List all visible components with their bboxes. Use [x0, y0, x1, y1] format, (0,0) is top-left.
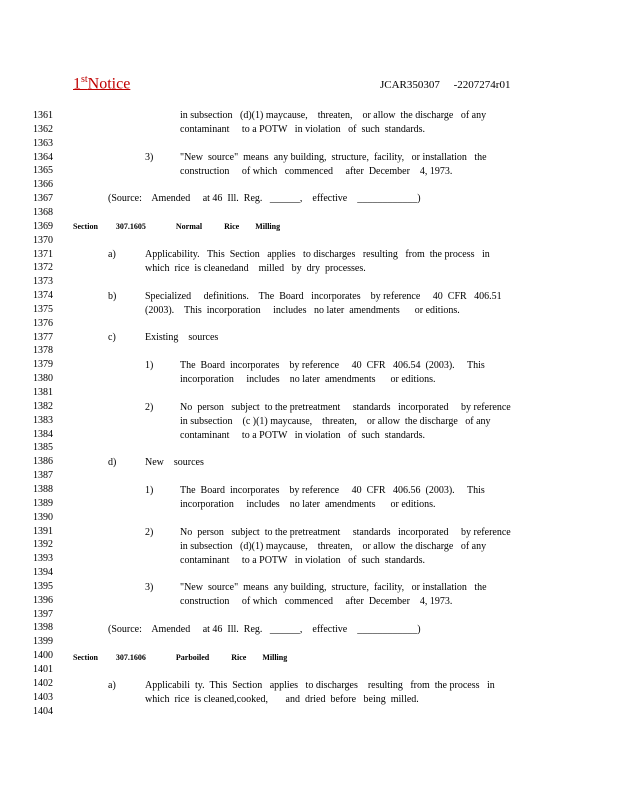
item-label: 1) — [145, 360, 154, 371]
line-number: 1381 — [33, 387, 53, 398]
item-label: 1) — [145, 485, 154, 496]
line-number: 1370 — [33, 234, 53, 246]
line-number: 1399 — [33, 636, 53, 648]
item-label: 2) — [145, 527, 154, 538]
line-number: 1375 — [33, 303, 53, 315]
line-number: 1377 — [33, 331, 53, 343]
item-label: a) — [108, 249, 116, 260]
paragraph-line: (2003). This incorporation includes no later amendments or editions. — [145, 305, 460, 316]
line-number: 1389 — [33, 497, 53, 509]
line-number: 1390 — [33, 511, 53, 523]
line-number: 1372 — [33, 262, 53, 274]
line-number: 1364 — [33, 151, 53, 163]
line-number: 1384 — [33, 428, 53, 440]
item-label: 3) — [145, 152, 154, 163]
item-label: b) — [108, 291, 117, 302]
line-number: 1388 — [33, 483, 53, 495]
notice-label: 1stNotice — [73, 74, 131, 93]
source-note: (Source: Amended at 46 Ill. Reg. ______, effective ____________) — [108, 193, 421, 204]
source-note: (Source: Amended at 46 Ill. Reg. ______, effective ____________) — [108, 624, 421, 635]
line-number: 1385 — [33, 442, 53, 454]
paragraph-line: "New source" means any building, structure, facility, or installation the — [180, 152, 487, 163]
line-number: 1362 — [33, 123, 53, 135]
line-number: 1376 — [33, 317, 53, 329]
paragraph-line: which rice is cleaned,cooked, and dried before being milled. — [145, 694, 419, 705]
paragraph-line: No person subject to the pretreatment standards incorporated by reference — [180, 527, 511, 538]
item-label: c) — [108, 332, 116, 343]
subheading: Existing sources — [145, 332, 219, 343]
line-number: 1369 — [33, 220, 53, 232]
item-label: d) — [108, 457, 117, 468]
line-number: 1400 — [33, 650, 53, 662]
line-number: 1383 — [33, 414, 53, 426]
paragraph-line: contaminant to a POTW in violation of such standards. — [180, 430, 426, 441]
line-number: 1387 — [33, 470, 53, 482]
line-number: 1373 — [33, 276, 53, 288]
line-number: 1378 — [33, 345, 53, 357]
paragraph-line: "New source" means any building, structure, facility, or installation the — [180, 582, 487, 593]
subheading: New sources — [145, 457, 204, 468]
section-heading: Section 307.1605 Normal Rice Milling — [73, 222, 281, 231]
line-number: 1398 — [33, 622, 53, 634]
paragraph-line: No person subject to the pretreatment standards incorporated by reference — [180, 402, 511, 413]
line-number: 1380 — [33, 373, 53, 385]
line-number: 1394 — [33, 567, 53, 579]
line-number: 1363 — [33, 137, 53, 149]
line-number: 1396 — [33, 594, 53, 606]
line-number: 1386 — [33, 456, 53, 468]
item-label: a) — [108, 680, 116, 691]
line-number: 1395 — [33, 580, 53, 592]
paragraph-line: The Board incorporates by reference 40 CFR 406.54 (2003). This — [180, 360, 485, 371]
paragraph-line: contaminant to a POTW in violation of such standards. — [180, 124, 426, 135]
paragraph-line: Specialized definitions. The Board incorporates by reference 40 CFR 406.51 — [145, 291, 502, 302]
paragraph-line: Applicability. This Section applies to discharges resulting from the process in — [145, 249, 490, 260]
paragraph-line: construction of which commenced after December 4, 1973. — [180, 596, 453, 607]
paragraph-line: in subsection (c )(1) maycause, threaten, or allow the discharge of any — [180, 416, 491, 427]
line-number: 1404 — [33, 705, 53, 717]
line-number: 1379 — [33, 359, 53, 371]
paragraph-line: in subsection (d)(1) maycause, threaten, or allow the discharge of any — [180, 541, 487, 552]
line-number: 1361 — [33, 110, 53, 121]
line-number: 1365 — [33, 165, 53, 177]
line-number: 1371 — [33, 248, 53, 260]
paragraph-line: incorporation includes no later amendments or editions. — [180, 499, 436, 510]
line-number: 1382 — [33, 400, 53, 412]
paragraph-line: contaminant to a POTW in violation of such standards. — [180, 555, 426, 566]
section-heading: Section 307.1606 Parboiled Rice Milling — [73, 653, 288, 662]
line-number: 1403 — [33, 691, 53, 703]
line-number: 1393 — [33, 553, 53, 565]
line-number: 1401 — [33, 664, 53, 675]
line-number: 1397 — [33, 608, 53, 620]
line-number: 1367 — [33, 193, 53, 205]
paragraph-line: in subsection (d)(1) maycause, threaten, or allow the discharge of any — [180, 110, 487, 121]
line-number: 1366 — [33, 179, 53, 191]
item-label: 2) — [145, 402, 154, 413]
paragraph-line: which rice is cleanedand milled by dry processes. — [145, 263, 366, 274]
item-label: 3) — [145, 582, 154, 593]
paragraph-line: incorporation includes no later amendments or editions. — [180, 374, 436, 385]
line-number: 1374 — [33, 290, 53, 302]
line-number: 1391 — [33, 525, 53, 537]
line-number: 1368 — [33, 206, 53, 218]
document-code: JCAR350307 -2207274r01 — [380, 79, 511, 91]
paragraph-line: Applicabili ty. This Section applies to discharges resulting from the process in — [145, 680, 495, 691]
paragraph-line: construction of which commenced after December 4, 1973. — [180, 166, 453, 177]
paragraph-line: The Board incorporates by reference 40 CFR 406.56 (2003). This — [180, 485, 485, 496]
line-number: 1392 — [33, 539, 53, 551]
line-number: 1402 — [33, 677, 53, 689]
